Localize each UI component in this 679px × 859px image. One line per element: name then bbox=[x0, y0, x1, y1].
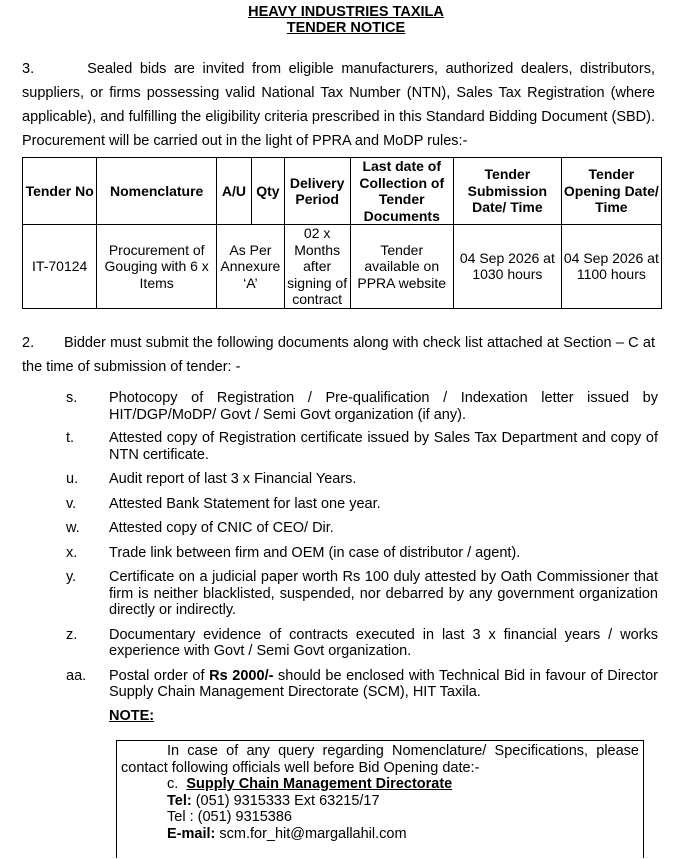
header-au: A/U bbox=[216, 158, 251, 225]
list-text: Trade link between firm and OEM (in case of distributor / agent). bbox=[109, 544, 521, 561]
list-item bbox=[66, 520, 658, 537]
section-2-paragraph bbox=[22, 331, 655, 379]
list-text: Documentary evidence of contracts executed in last 3 x financial years / works experience with Govt / Semi Govt organization. bbox=[109, 626, 658, 659]
list-item-postal-order bbox=[66, 668, 658, 701]
contact-tel-2 bbox=[167, 809, 639, 826]
contact-box bbox=[116, 740, 644, 858]
list-marker: z. bbox=[66, 626, 78, 643]
list-marker: y. bbox=[66, 569, 77, 585]
header-nomenclature: Nomenclature bbox=[97, 158, 217, 225]
list-marker: u. bbox=[66, 471, 79, 487]
header-submission-date: Tender Submission Date/ Time bbox=[453, 158, 561, 225]
header-tender-no: Tender No bbox=[23, 158, 97, 225]
list-marker: v. bbox=[66, 495, 77, 512]
email-label: E-mail: bbox=[167, 825, 216, 842]
table-row bbox=[23, 225, 662, 309]
tel-2-value: : (051) 9315386 bbox=[185, 809, 292, 825]
list-text: Attested Bank Statement for last one year. bbox=[109, 495, 381, 512]
list-text: Attested copy of Registration certificate issued by Sales Tax Department and copy of NTN certificate. bbox=[109, 430, 658, 463]
organization-title: HEAVY INDUSTRIES TAXILA bbox=[248, 4, 444, 20]
list-marker: t. bbox=[66, 430, 75, 446]
list-text: Certificate on a judicial paper worth Rs 100 duly attested by Oath Commissioner that firm is neither blacklisted, suspended, nor debarred by any government organization directly or indirectly. bbox=[109, 569, 658, 618]
cell-au-qty: As Per Annexure ‘A’ bbox=[216, 225, 284, 309]
intro-text: Sealed bids are invited from eligible manufacturers, authorized dealers, distributors, suppliers, or firms possessing valid National Tax Number (NTN), Sales Tax Registration (where applicable), and fulfilling the eligibility criteria prescribed in this Standard Bidding Document (SBD). Procurement will be carried out in the light of PPRA and MoDP rules:- bbox=[22, 61, 655, 149]
cell-delivery-period: 02 x Months after signing of contract bbox=[284, 225, 350, 309]
note-text: In case of any query regarding Nomenclature/ Specifications, please contact following officials well before Bid Opening date:- bbox=[121, 743, 639, 776]
list-item bbox=[66, 569, 658, 619]
cell-opening: 04 Sep 2026 at 1100 hours bbox=[561, 225, 661, 309]
note-label: NOTE: bbox=[109, 708, 155, 724]
contact-title: Supply Chain Management Directorate bbox=[186, 776, 453, 792]
tel-2-label: Tel bbox=[167, 809, 186, 825]
intro-paragraph bbox=[22, 57, 655, 153]
list-marker: w. bbox=[66, 520, 80, 536]
cell-tender-no: IT-70124 bbox=[23, 225, 97, 309]
list-item bbox=[66, 627, 658, 660]
list-marker: x. bbox=[66, 544, 78, 561]
list-item bbox=[66, 471, 658, 488]
intro-number: 3. bbox=[22, 61, 35, 77]
tel-1-value: (051) 9315333 Ext 63215/17 bbox=[191, 792, 380, 809]
contact-tel-1 bbox=[167, 793, 639, 810]
postal-order-pre: Postal order of bbox=[109, 667, 210, 684]
contact-heading bbox=[167, 776, 639, 793]
email-value: scm.for_hit@margallahil.com bbox=[215, 825, 407, 842]
list-item bbox=[66, 496, 658, 513]
list-text bbox=[109, 668, 658, 701]
header-qty: Qty bbox=[251, 158, 284, 225]
contact-email bbox=[167, 826, 639, 843]
list-item bbox=[66, 390, 658, 423]
list-item bbox=[66, 545, 658, 562]
table-header-row bbox=[23, 158, 662, 225]
list-marker: s. bbox=[66, 390, 78, 406]
list-text: Attested copy of CNIC of CEO/ Dir. bbox=[109, 520, 334, 536]
header-delivery-period: Delivery Period bbox=[284, 158, 350, 225]
documents-list bbox=[66, 390, 658, 701]
cell-nomenclature: Procurement of Gouging with 6 x Items bbox=[97, 225, 217, 309]
tender-table bbox=[22, 157, 662, 309]
header-opening-date: Tender Opening Date/ Time bbox=[561, 158, 661, 225]
header-collection-date: Last date of Collection of Tender Documents bbox=[350, 158, 453, 225]
section-2-number: 2. bbox=[22, 335, 35, 351]
list-text: Audit report of last 3 x Financial Years. bbox=[109, 471, 357, 487]
list-item bbox=[66, 430, 658, 463]
postal-order-post: should be enclosed with Technical Bid in favour of Director Supply Chain Management Directorate (SCM), HIT Taxila. bbox=[109, 667, 658, 700]
cell-submission: 04 Sep 2026 at 1030 hours bbox=[453, 225, 561, 309]
list-marker: aa. bbox=[66, 667, 87, 684]
postal-order-amount: Rs 2000/- bbox=[209, 667, 274, 684]
notice-title: TENDER NOTICE bbox=[286, 20, 406, 36]
cell-collection: Tender available on PPRA website bbox=[350, 225, 453, 309]
tel-1-label: Tel: bbox=[167, 792, 192, 809]
list-text: Photocopy of Registration / Pre-qualification / Indexation letter issued by HIT/DGP/MoDP/ Govt / Semi Govt organization (if any). bbox=[109, 390, 658, 423]
section-2-text: Bidder must submit the following documents along with check list attached at Section – C at the time of submission of tender: - bbox=[22, 335, 655, 375]
contact-marker: c. bbox=[167, 776, 179, 792]
